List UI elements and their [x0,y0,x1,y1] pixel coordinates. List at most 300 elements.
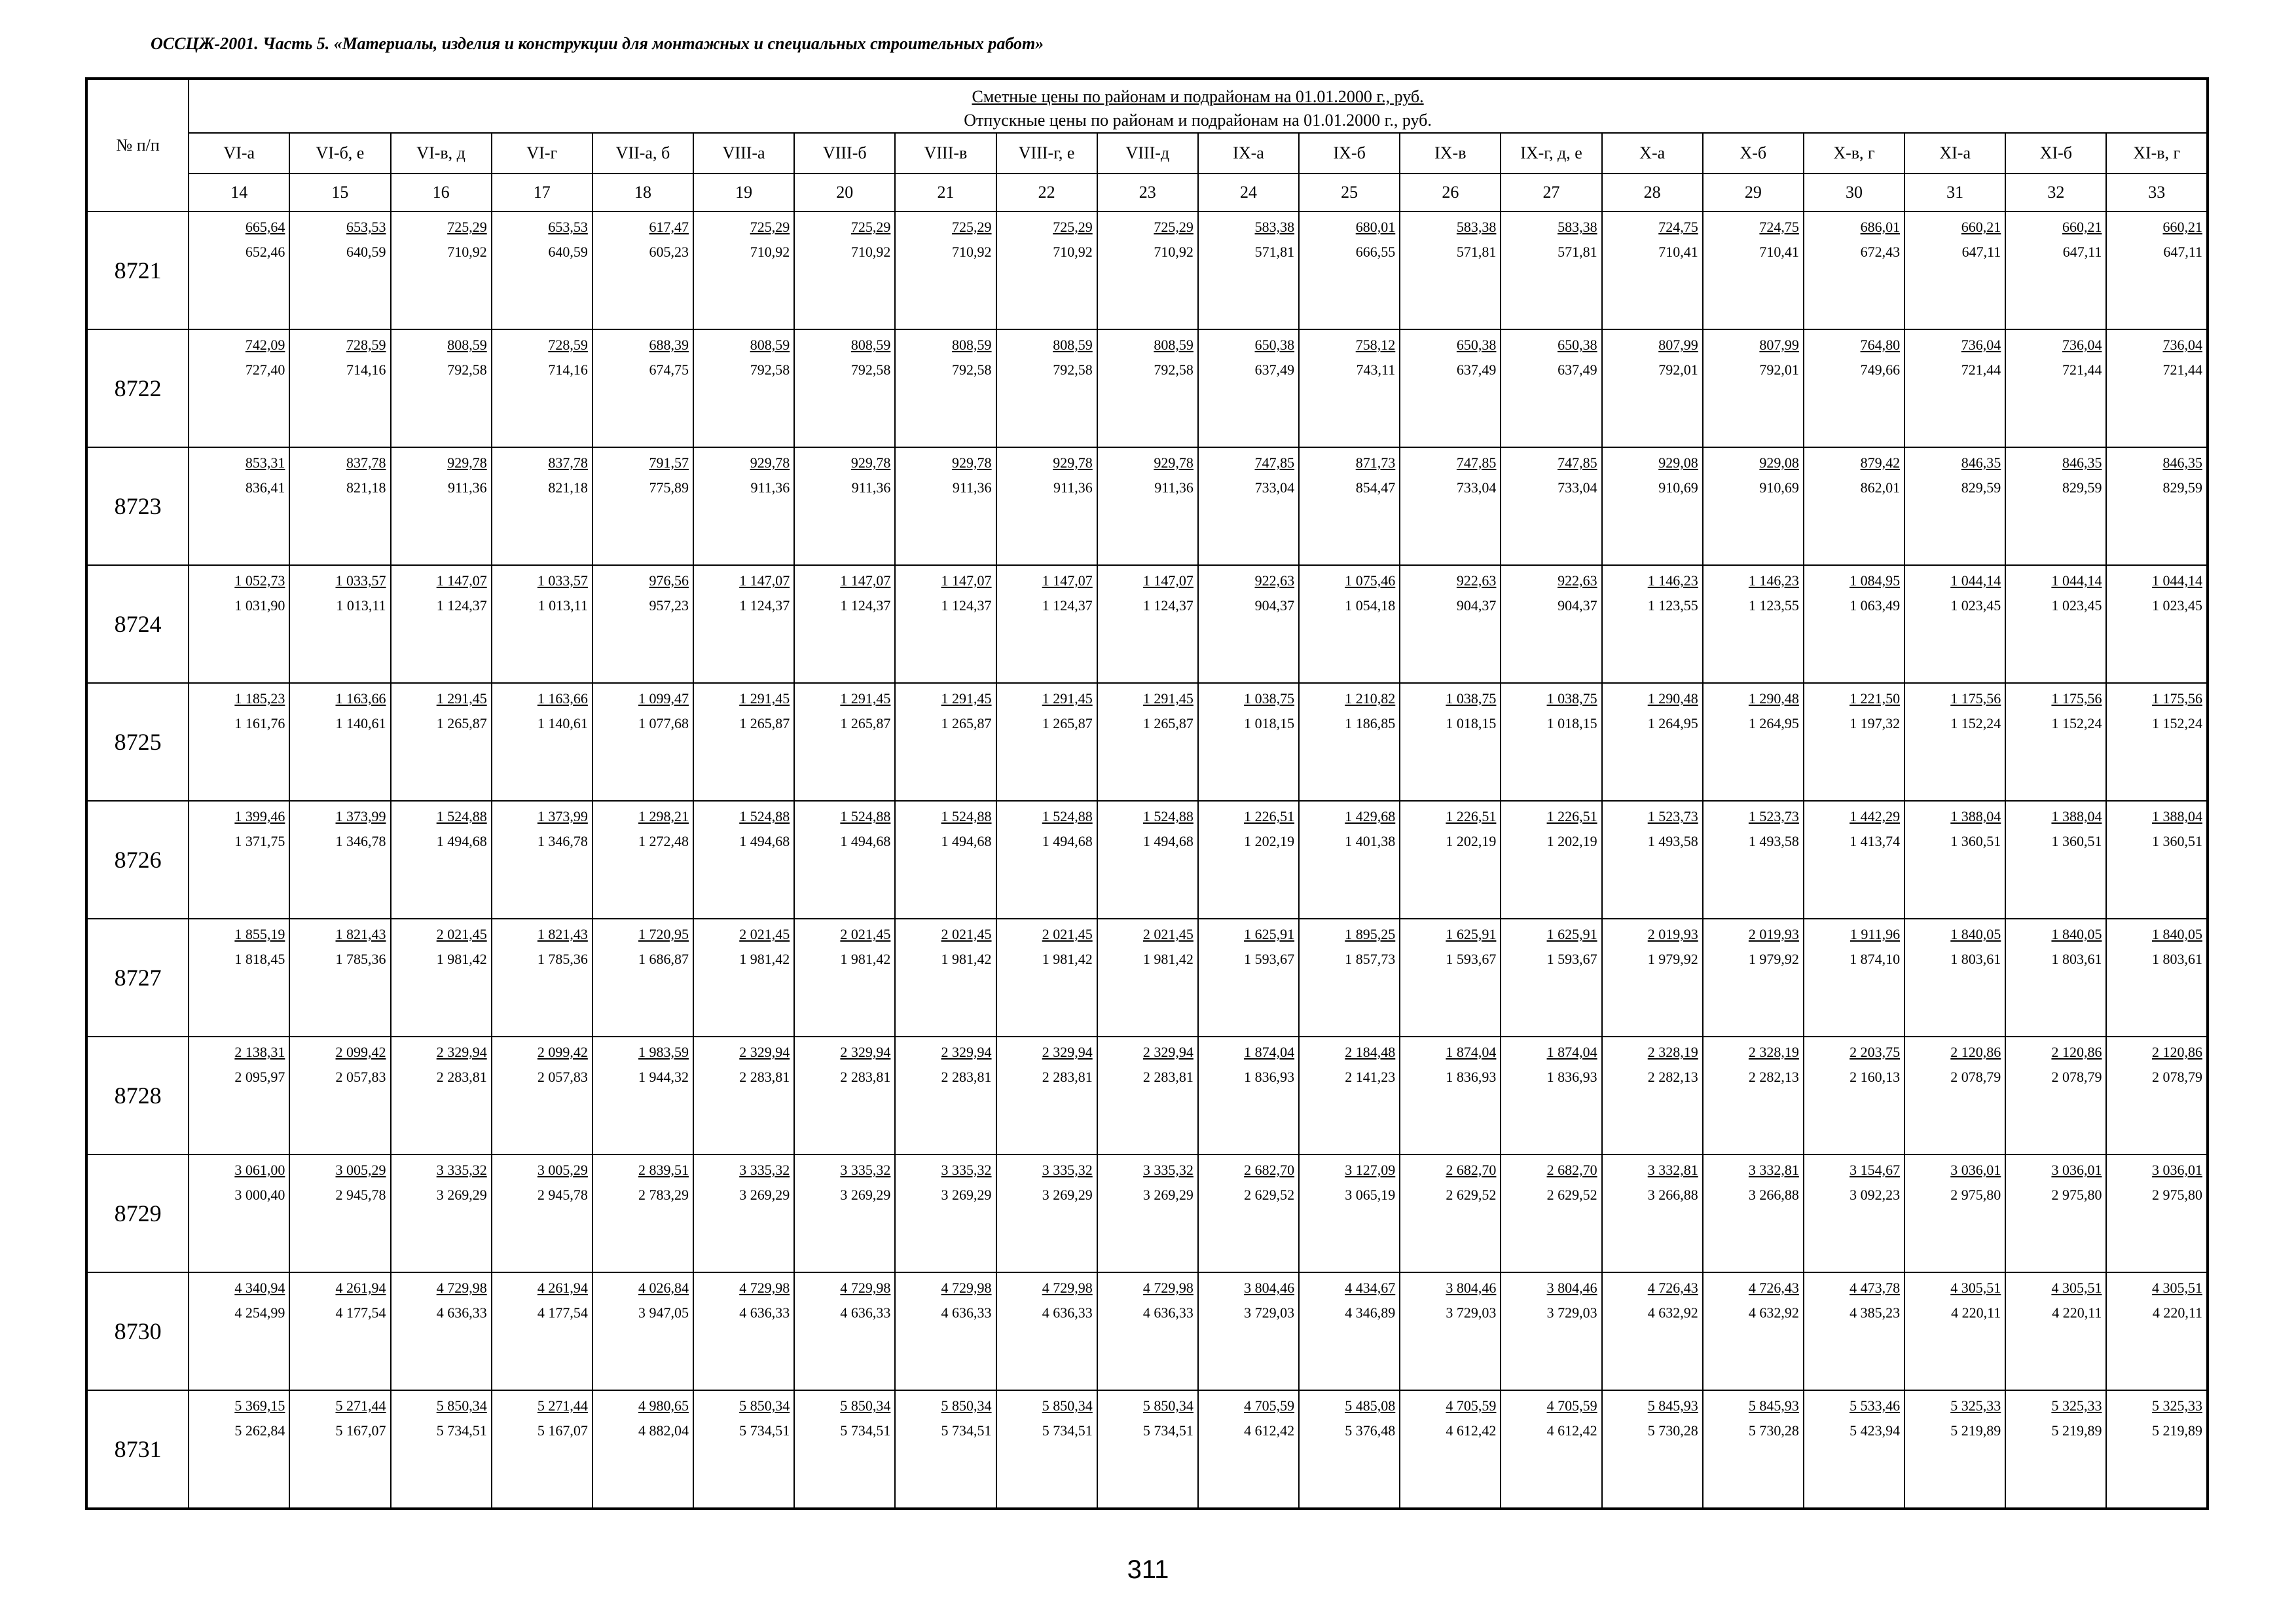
release-price: 4 254,99 [234,1304,285,1321]
price-cell [1904,1272,2005,1390]
estimate-price: 929,78 [952,454,992,471]
estimate-price: 1 044,14 [2051,572,2102,589]
estimate-price: 1 291,45 [739,690,790,707]
estimate-price: 807,99 [1658,337,1698,353]
release-price: 710,41 [1759,244,1799,260]
release-price: 2 095,97 [234,1069,285,1085]
release-price: 2 141,23 [1345,1069,1396,1085]
price-cell [1804,447,1904,565]
price-cell [895,447,996,565]
estimate-price: 1 038,75 [1244,690,1295,707]
price-cell [189,447,289,565]
price-cell [2106,329,2208,447]
price-cell [391,1272,492,1390]
release-price: 637,49 [1456,361,1497,378]
estimate-price: 5 533,46 [1850,1397,1901,1414]
estimate-price: 5 271,44 [537,1397,588,1414]
price-cell [1097,565,1198,683]
estimate-price: 1 291,45 [436,690,487,707]
price-cell [492,1390,592,1509]
release-price: 775,89 [649,479,689,496]
estimate-price: 807,99 [1759,337,1799,353]
estimate-price: 1 163,66 [335,690,386,707]
estimate-price: 1 290,48 [1748,690,1799,707]
release-price: 1 371,75 [234,833,285,849]
price-cell [492,329,592,447]
release-price: 4 636,33 [1142,1304,1194,1321]
release-price: 1 023,45 [2051,597,2102,614]
release-price: 1 161,76 [234,715,285,731]
release-price: 854,47 [1355,479,1396,496]
estimate-price: 2 099,42 [335,1044,386,1060]
price-cell [1703,447,1804,565]
release-price: 1 124,37 [739,597,790,614]
row-number: 8722 [86,329,189,447]
estimate-price: 725,29 [1154,219,1194,235]
estimate-price: 4 305,51 [1950,1280,2001,1296]
release-price: 647,11 [2062,244,2102,260]
estimate-price: 725,29 [750,219,790,235]
price-cell [1804,1037,1904,1154]
price-cell [895,212,996,329]
estimate-price: 2 682,70 [1244,1162,1295,1178]
price-cell [2106,919,2208,1037]
release-price: 1 803,61 [2152,951,2202,967]
release-price: 3 269,29 [941,1187,992,1203]
estimate-price: 653,53 [346,219,386,235]
estimate-price: 1 523,73 [1647,808,1698,824]
release-price: 911,36 [851,479,891,496]
release-price: 1 013,11 [538,597,588,614]
price-cell [1400,565,1501,683]
price-cell [1501,683,1601,801]
price-cell [2005,1272,2106,1390]
price-cell [794,1390,895,1509]
estimate-price: 1 044,14 [1950,572,2001,589]
estimate-price: 1 840,05 [2152,926,2202,942]
estimate-price: 583,38 [1456,219,1497,235]
estimate-price: 1 147,07 [1142,572,1194,589]
release-price: 1 013,11 [336,597,386,614]
estimate-price: 1 821,43 [537,926,588,942]
release-price: 1 264,95 [1647,715,1698,731]
release-price: 710,92 [952,244,992,260]
price-cell [592,329,693,447]
release-price: 904,37 [1456,597,1497,614]
release-price: 674,75 [649,361,689,378]
table-row [86,447,2208,565]
np-header: № п/п [86,79,189,212]
estimate-price: 1 226,51 [1446,808,1497,824]
price-cell [492,447,592,565]
estimate-price: 1 044,14 [2152,572,2202,589]
estimate-price: 1 175,56 [1950,690,2001,707]
estimate-price: 2 203,75 [1850,1044,1901,1060]
release-price: 4 636,33 [941,1304,992,1321]
estimate-price: 1 221,50 [1850,690,1901,707]
release-price: 829,59 [1961,479,2001,496]
release-price: 4 632,92 [1748,1304,1799,1321]
price-cell [2005,1390,2106,1509]
price-cell [1299,565,1400,683]
price-cell [1097,1154,1198,1272]
column-number: 30 [1804,174,1904,212]
release-price: 2 975,80 [2051,1187,2102,1203]
release-price: 4 636,33 [436,1304,487,1321]
estimate-price: 2 682,70 [1546,1162,1597,1178]
release-price: 571,81 [1254,244,1295,260]
estimate-price: 5 271,44 [335,1397,386,1414]
estimate-price: 2 120,86 [2051,1044,2102,1060]
release-price: 1 785,36 [335,951,386,967]
release-price: 637,49 [1558,361,1597,378]
price-cell [794,565,895,683]
estimate-price: 728,59 [548,337,588,353]
release-price: 1 140,61 [335,715,386,731]
estimate-price: 1 226,51 [1244,808,1295,824]
estimate-price: 660,21 [2062,219,2102,235]
estimate-price: 1 175,56 [2051,690,2102,707]
release-price: 1 981,42 [436,951,487,967]
price-cell [794,447,895,565]
zone-label: VIII-а [693,133,794,174]
release-price: 1 493,58 [1748,833,1799,849]
release-price: 2 783,29 [638,1187,689,1203]
price-cell [592,683,693,801]
release-price: 640,59 [346,244,386,260]
release-price: 1 593,67 [1244,951,1295,967]
estimate-price: 1 147,07 [941,572,992,589]
estimate-price: 4 473,78 [1850,1280,1901,1296]
release-price: 733,04 [1558,479,1597,496]
column-number: 18 [592,174,693,212]
column-number: 14 [189,174,289,212]
price-cell [794,683,895,801]
zone-label: VI-б, е [289,133,390,174]
estimate-price: 4 305,51 [2051,1280,2102,1296]
release-price: 1 494,68 [739,833,790,849]
estimate-price: 2 021,45 [840,926,891,942]
estimate-price: 4 980,65 [638,1397,689,1414]
price-cell [592,919,693,1037]
price-cell [2005,329,2106,447]
price-cell [289,1037,390,1154]
price-cell [1703,1037,1804,1154]
estimate-price: 3 127,09 [1345,1162,1396,1178]
estimate-price: 837,78 [548,454,588,471]
estimate-price: 764,80 [1860,337,1901,353]
estimate-price: 4 340,94 [234,1280,285,1296]
zone-label: IX-б [1299,133,1400,174]
zone-label: Х-в, г [1804,133,1904,174]
release-price: 5 734,51 [739,1422,790,1439]
estimate-price: 922,63 [1254,572,1295,589]
release-price: 1 494,68 [941,833,992,849]
release-price: 2 057,83 [537,1069,588,1085]
release-price: 3 065,19 [1345,1187,1396,1203]
estimate-price: 747,85 [1558,454,1597,471]
price-cell [289,565,390,683]
estimate-price: 5 325,33 [2051,1397,2102,1414]
row-number: 8725 [86,683,189,801]
price-cell [1299,212,1400,329]
release-price: 1 493,58 [1647,833,1698,849]
price-cell [1299,329,1400,447]
estimate-price: 3 335,32 [1142,1162,1194,1178]
release-price: 4 220,11 [1951,1304,2001,1321]
release-price: 911,36 [1053,479,1093,496]
column-number: 27 [1501,174,1601,212]
price-cell [189,1272,289,1390]
price-cell [1602,212,1703,329]
price-cell [1501,919,1601,1037]
price-cell [189,565,289,683]
column-number: 25 [1299,174,1400,212]
row-number: 8727 [86,919,189,1037]
price-cell [2106,1390,2208,1509]
price-cell [1904,1154,2005,1272]
release-price: 1 018,15 [1244,715,1295,731]
price-cell [996,1154,1097,1272]
estimate-price: 5 485,08 [1345,1397,1396,1414]
estimate-price: 747,85 [1254,454,1295,471]
price-cell [592,565,693,683]
price-cell [1501,1154,1601,1272]
price-cell [2106,447,2208,565]
release-price: 1 494,68 [1142,833,1194,849]
table-row [86,212,2208,329]
table-row [86,1390,2208,1509]
price-cell [693,565,794,683]
estimate-price: 1 911,96 [1850,926,1901,942]
price-cell [1400,1390,1501,1509]
price-cell [996,565,1097,683]
price-cell [1299,801,1400,919]
estimate-price: 1 291,45 [1042,690,1093,707]
estimate-price: 650,38 [1558,337,1597,353]
estimate-price: 660,21 [2162,219,2202,235]
estimate-price: 3 005,29 [537,1162,588,1178]
price-cell [1097,212,1198,329]
estimate-price: 4 705,59 [1446,1397,1497,1414]
estimate-price: 1 291,45 [941,690,992,707]
price-cell [592,801,693,919]
column-number: 22 [996,174,1097,212]
estimate-price: 650,38 [1254,337,1295,353]
price-cell [1804,565,1904,683]
price-cell [1501,565,1601,683]
release-price: 3 269,29 [436,1187,487,1203]
zone-label: XI-в, г [2106,133,2208,174]
estimate-price: 2 329,94 [1042,1044,1093,1060]
release-price: 792,58 [1154,361,1194,378]
table-row [86,683,2208,801]
release-price: 792,01 [1658,361,1698,378]
release-price: 1 836,93 [1446,1069,1497,1085]
price-body [86,212,2208,1509]
zone-label: Х-а [1602,133,1703,174]
release-price: 1 202,19 [1244,833,1295,849]
row-number: 8730 [86,1272,189,1390]
price-cell [794,1154,895,1272]
price-cell [1703,801,1804,919]
estimate-price: 3 804,46 [1446,1280,1497,1296]
estimate-price: 5 850,34 [1142,1397,1194,1414]
release-price: 1 265,87 [1142,715,1194,731]
price-cell [895,1390,996,1509]
estimate-price: 2 021,45 [436,926,487,942]
estimate-price: 736,04 [1961,337,2001,353]
price-cell [1602,447,1703,565]
release-price: 957,23 [649,597,689,614]
zone-label: XI-б [2005,133,2106,174]
release-price: 1 818,45 [234,951,285,967]
price-cell [492,801,592,919]
release-price: 1 981,42 [941,951,992,967]
price-cell [1198,329,1299,447]
price-cell [693,1037,794,1154]
price-cell [2106,1272,2208,1390]
price-cell [1299,447,1400,565]
price-cell [2106,683,2208,801]
price-cell [693,329,794,447]
price-cell [391,565,492,683]
release-price: 836,41 [245,479,285,496]
estimate-price: 1 033,57 [537,572,588,589]
price-cell [189,683,289,801]
release-price: 2 629,52 [1244,1187,1295,1203]
estimate-price: 2 839,51 [638,1162,689,1178]
release-price: 714,16 [548,361,588,378]
estimate-price: 742,09 [245,337,285,353]
estimate-price: 5 850,34 [436,1397,487,1414]
price-cell [391,1037,492,1154]
estimate-price: 853,31 [245,454,285,471]
estimate-price: 4 705,59 [1546,1397,1597,1414]
table-row [86,1154,2208,1272]
release-price: 710,92 [1154,244,1194,260]
release-price: 1 360,51 [1950,833,2001,849]
estimate-price: 2 120,86 [2152,1044,2202,1060]
price-cell [189,212,289,329]
release-price: 2 078,79 [2152,1069,2202,1085]
estimate-price: 725,29 [447,219,487,235]
price-cell [592,447,693,565]
estimate-price: 4 729,98 [1142,1280,1194,1296]
estimate-price: 1 075,46 [1345,572,1396,589]
release-price: 3 269,29 [1142,1187,1194,1203]
estimate-price: 1 175,56 [2152,690,2202,707]
release-price: 727,40 [245,361,285,378]
estimate-price: 808,59 [447,337,487,353]
estimate-price: 3 335,32 [941,1162,992,1178]
release-price: 792,58 [750,361,790,378]
release-price: 5 734,51 [436,1422,487,1439]
estimate-price: 2 328,19 [1647,1044,1698,1060]
estimate-price: 3 154,67 [1850,1162,1901,1178]
zone-label: VI-г [492,133,592,174]
price-cell [1097,683,1198,801]
release-price: 2 629,52 [1546,1187,1597,1203]
release-price: 5 730,28 [1647,1422,1698,1439]
estimate-price: 3 036,01 [2152,1162,2202,1178]
price-cell [1097,1390,1198,1509]
estimate-price: 3 335,32 [840,1162,891,1178]
price-cell [1602,329,1703,447]
price-cell [1097,329,1198,447]
price-cell [1400,919,1501,1037]
estimate-price: 688,39 [649,337,689,353]
estimate-price: 1 523,73 [1748,808,1799,824]
release-price: 1 981,42 [739,951,790,967]
estimate-price: 4 026,84 [638,1280,689,1296]
estimate-price: 929,78 [1053,454,1093,471]
estimate-price: 1 524,88 [941,808,992,824]
price-cell [2005,212,2106,329]
release-price: 829,59 [2162,479,2202,496]
release-price: 3 729,03 [1244,1304,1295,1321]
zone-row [86,133,2208,174]
column-number: 16 [391,174,492,212]
release-price: 2 629,52 [1446,1187,1497,1203]
release-price: 5 423,94 [1850,1422,1901,1439]
zone-label: VIII-в [895,133,996,174]
price-cell [1602,565,1703,683]
estimate-price: 1 524,88 [739,808,790,824]
price-cell [1097,447,1198,565]
price-cell [1198,212,1299,329]
release-price: 2 282,13 [1647,1069,1698,1085]
price-cell [289,1272,390,1390]
column-number: 17 [492,174,592,212]
price-cell [1400,1272,1501,1390]
release-price: 904,37 [1254,597,1295,614]
release-price: 3 269,29 [739,1187,790,1203]
estimate-price: 686,01 [1860,219,1901,235]
estimate-price: 1 373,99 [537,808,588,824]
price-cell [1703,565,1804,683]
column-number: 21 [895,174,996,212]
release-price: 721,44 [2162,361,2202,378]
estimate-price: 5 850,34 [739,1397,790,1414]
price-cell [1501,1037,1601,1154]
release-price: 1 124,37 [941,597,992,614]
estimate-price: 808,59 [850,337,891,353]
estimate-price: 1 625,91 [1446,926,1497,942]
price-cell [2005,683,2106,801]
release-price: 1 981,42 [840,951,891,967]
release-price: 733,04 [1254,479,1295,496]
price-cell [1804,683,1904,801]
price-cell [592,1390,693,1509]
price-cell [2106,801,2208,919]
estimate-price: 3 061,00 [234,1162,285,1178]
release-price: 710,92 [1053,244,1093,260]
estimate-price: 929,08 [1759,454,1799,471]
price-cell [1501,212,1601,329]
estimate-price: 2 184,48 [1345,1044,1396,1060]
release-price: 862,01 [1860,479,1901,496]
price-cell [1299,919,1400,1037]
estimate-price: 1 290,48 [1647,690,1698,707]
price-cell [895,1037,996,1154]
column-number: 32 [2005,174,2106,212]
release-price: 2 975,80 [2152,1187,2202,1203]
price-cell [2106,565,2208,683]
table-row [86,1272,2208,1390]
release-price: 1 152,24 [2152,715,2202,731]
estimate-price: 4 305,51 [2152,1280,2202,1296]
